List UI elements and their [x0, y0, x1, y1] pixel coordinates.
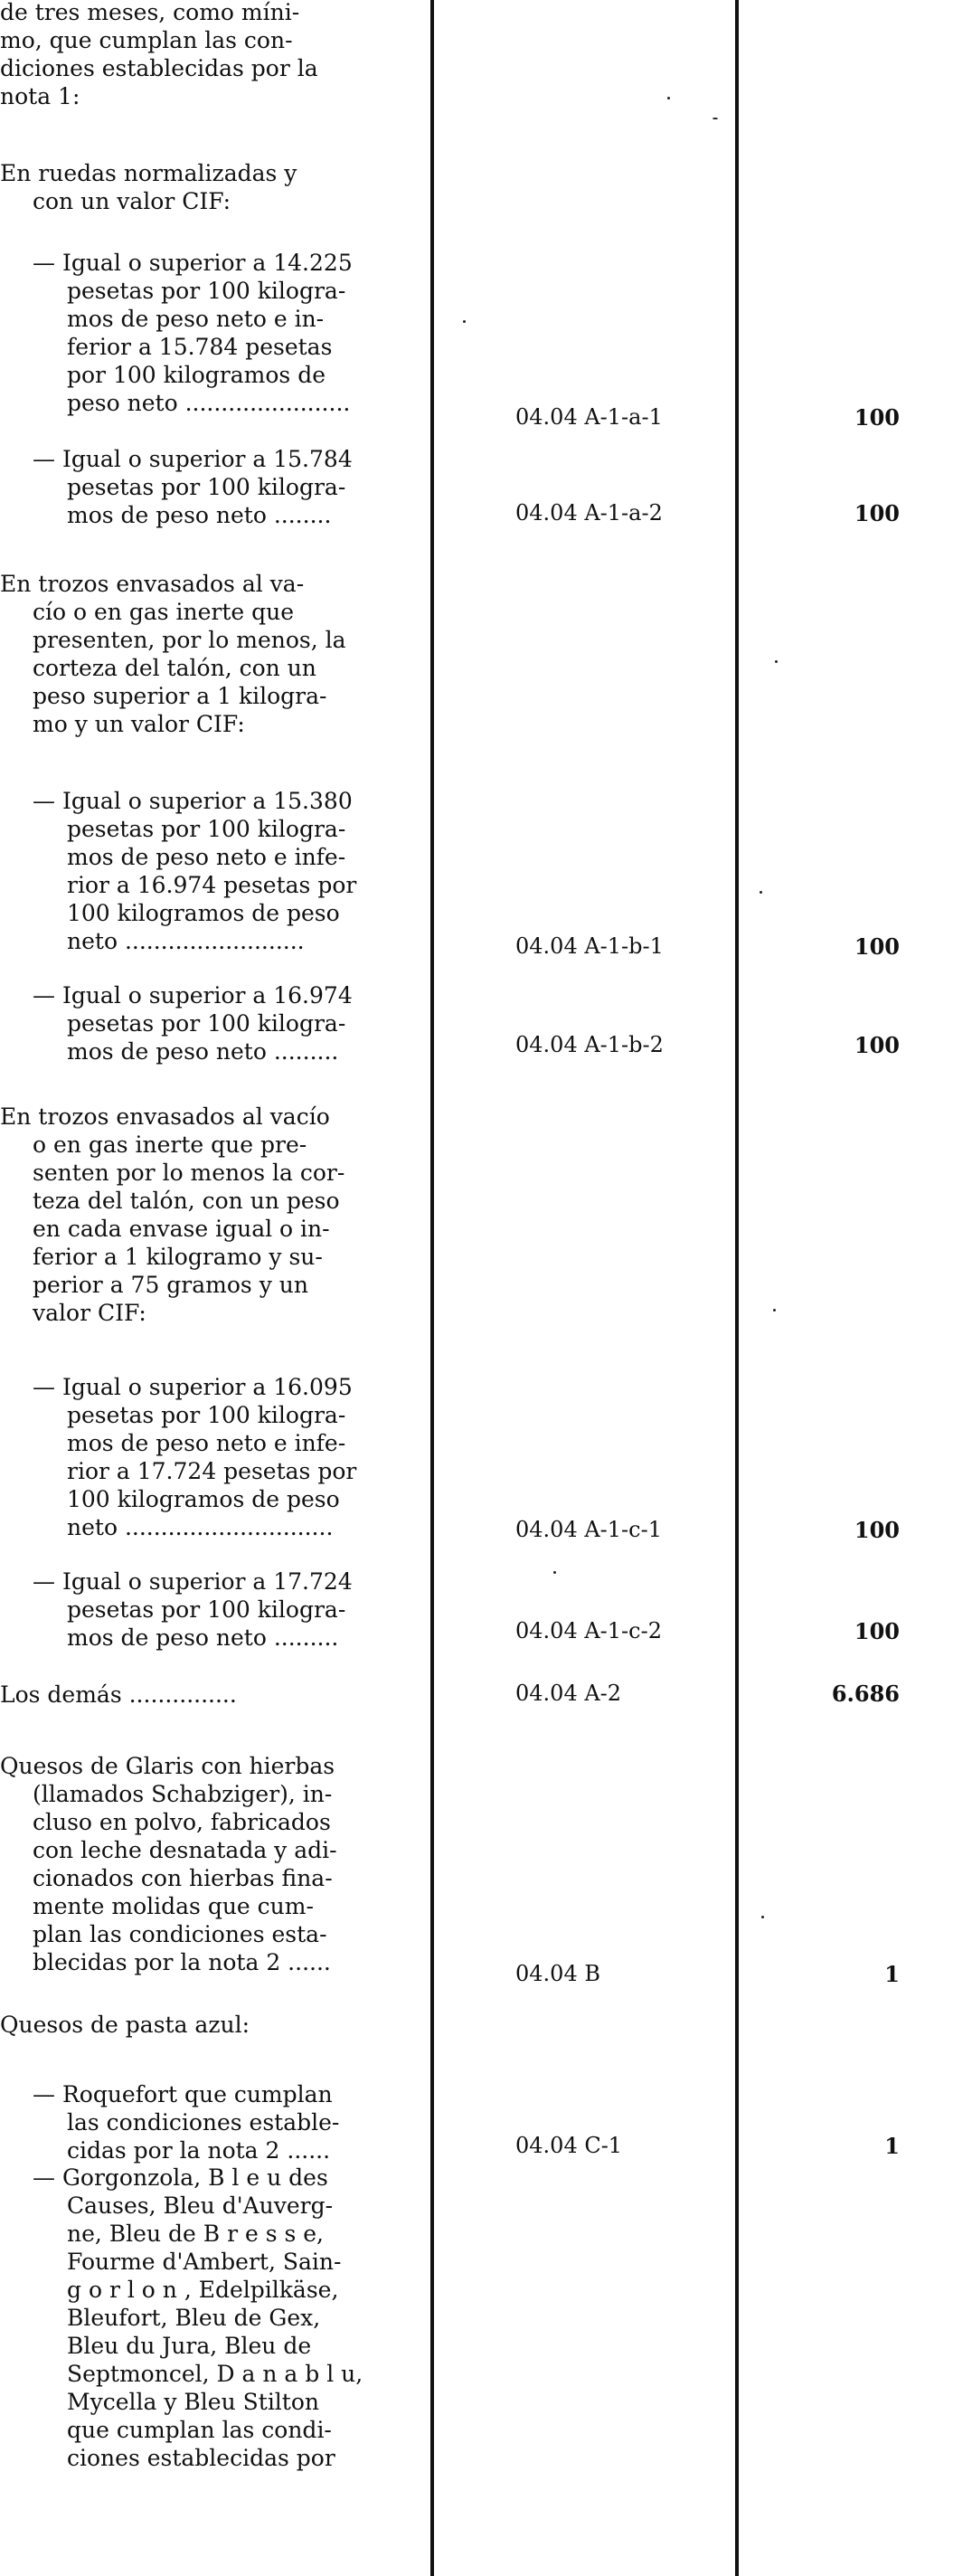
- print-speck: [775, 660, 778, 663]
- description-line: blecidas por la nota 2 ......: [33, 1949, 331, 1975]
- description-line: Quesos de pasta azul:: [0, 2012, 250, 2038]
- description-line: perior a 75 gramos y un: [33, 1272, 308, 1298]
- description-line: mos de peso neto .........: [67, 1624, 339, 1651]
- duty-rate: 100: [854, 404, 900, 431]
- description-line: — Igual o superior a 15.380: [33, 788, 353, 814]
- description-block: [0, 1681, 421, 1709]
- description-line: ferior a 1 kilogramo y su-: [33, 1244, 323, 1270]
- print-speck: [773, 1309, 776, 1312]
- description-line: ciones establecidas por: [67, 2445, 335, 2471]
- description-line: mo, que cumplan las con-: [0, 27, 293, 53]
- description-line: con leche desnatada y adi-: [33, 1837, 337, 1863]
- description-line: 100 kilogramos de peso: [67, 1486, 340, 1512]
- print-speck: [553, 1571, 556, 1574]
- description-line: mos de peso neto .........: [67, 1038, 339, 1065]
- description-line: rior a 16.974 pesetas por: [67, 872, 357, 898]
- description-line: diciones establecidas por la: [0, 55, 318, 81]
- description-line: pesetas por 100 kilogra-: [67, 1402, 346, 1428]
- description-block: [33, 2164, 421, 2472]
- description-block: [33, 445, 421, 529]
- description-line: pesetas por 100 kilogra-: [67, 816, 346, 842]
- description-line: En trozos envasados al vacío: [0, 1103, 330, 1130]
- description-line: — Igual o superior a 14.225: [33, 250, 353, 276]
- duty-rate: 100: [854, 1517, 900, 1543]
- tariff-code: 04.04 A-1-c-2: [515, 1618, 662, 1643]
- description-line: presenten, por lo menos, la: [33, 627, 346, 653]
- description-block: [33, 787, 421, 955]
- description-line: mos de peso neto ........: [67, 502, 332, 528]
- tariff-code: 04.04 A-1-a-2: [515, 500, 663, 526]
- description-line: nota 1:: [0, 83, 80, 109]
- description-block: [33, 2080, 421, 2164]
- description-line: Fourme d'Ambert, Sain-: [67, 2249, 342, 2275]
- description-block: [0, 159, 421, 215]
- description-line: neto .........................: [67, 928, 305, 954]
- description-block: [0, 1752, 421, 1976]
- print-speck: [463, 320, 466, 323]
- tariff-code: 04.04 A-1-b-1: [515, 933, 664, 959]
- description-line: senten por lo menos la cor-: [33, 1160, 345, 1186]
- tariff-code: 04.04 A-1-a-1: [515, 404, 663, 430]
- description-line: las condiciones estable-: [67, 2109, 340, 2136]
- description-line: o en gas inerte que pre-: [33, 1132, 307, 1158]
- description-block: [33, 1567, 421, 1652]
- description-line: de tres meses, como míni-: [0, 0, 300, 25]
- description-line: — Roquefort que cumplan: [33, 2081, 333, 2107]
- description-line: cidas por la nota 2 ......: [67, 2137, 331, 2164]
- description-block: [33, 1373, 421, 1541]
- description-block: [0, 1103, 421, 1327]
- duty-rate: 100: [854, 500, 900, 526]
- description-line: — Igual o superior a 15.784: [33, 446, 353, 472]
- duty-rate: 100: [854, 1032, 900, 1058]
- description-block: [33, 981, 421, 1065]
- description-line: (llamados Schabziger), in-: [33, 1781, 333, 1807]
- description-line: pesetas por 100 kilogra-: [67, 1010, 346, 1037]
- print-speck: [667, 97, 670, 99]
- description-line: Quesos de Glaris con hierbas: [0, 1753, 335, 1779]
- tariff-code: 04.04 A-1-b-2: [515, 1032, 664, 1057]
- description-block: [0, 570, 421, 738]
- description-line: Bleu du Jura, Bleu de: [67, 2333, 312, 2359]
- description-line: mos de peso neto e infe-: [67, 844, 346, 870]
- description-line: cío o en gas inerte que: [33, 599, 295, 625]
- description-line: neto .............................: [67, 1514, 334, 1540]
- description-line: ferior a 15.784 pesetas: [67, 334, 333, 360]
- description-line: — Igual o superior a 16.095: [33, 1374, 353, 1400]
- description-line: peso neto .......................: [67, 390, 351, 416]
- tariff-code: 04.04 C-1: [515, 2133, 623, 2158]
- tariff-code: 04.04 A-1-c-1: [515, 1517, 662, 1542]
- description-line: Causes, Bleu d'Auverg-: [67, 2192, 334, 2219]
- column-rule-left: [430, 0, 434, 2576]
- description-line: corteza del talón, con un: [33, 655, 316, 681]
- description-line: teza del talón, con un peso: [33, 1188, 340, 1214]
- description-line: Los demás ...............: [0, 1681, 237, 1708]
- description-line: cionados con hierbas fina-: [33, 1865, 333, 1891]
- column-rule-right: [735, 0, 739, 2576]
- description-line: por 100 kilogramos de: [67, 362, 326, 388]
- description-line: ne, Bleu de B r e s s e,: [67, 2221, 324, 2247]
- description-line: Septmoncel, D a n a b l u,: [67, 2361, 363, 2387]
- description-line: Bleufort, Bleu de Gex,: [67, 2305, 321, 2331]
- duty-rate: 100: [854, 1618, 900, 1644]
- description-line: plan las condiciones esta-: [33, 1921, 327, 1947]
- description-block: [0, 2011, 421, 2039]
- description-line: con un valor CIF:: [33, 188, 231, 214]
- description-line: Mycella y Bleu Stilton: [67, 2389, 320, 2415]
- description-line: — Igual o superior a 17.724: [33, 1568, 353, 1595]
- description-line: mo y un valor CIF:: [33, 711, 245, 737]
- print-speck: [712, 118, 718, 119]
- description-line: pesetas por 100 kilogra-: [67, 474, 346, 500]
- description-line: — Gorgonzola, B l e u des: [33, 2164, 328, 2191]
- description-line: peso superior a 1 kilogra-: [33, 683, 327, 709]
- description-line: en cada envase igual o in-: [33, 1216, 330, 1242]
- description-line: — Igual o superior a 16.974: [33, 982, 353, 1009]
- description-line: valor CIF:: [33, 1300, 146, 1326]
- description-line: g o r l o n , Edelpilkäse,: [67, 2277, 339, 2303]
- description-line: pesetas por 100 kilogra-: [67, 1596, 346, 1623]
- duty-rate: 1: [884, 1961, 900, 1987]
- description-block: [33, 249, 421, 417]
- duty-rate: 100: [854, 933, 900, 960]
- description-line: En trozos envasados al va-: [0, 571, 305, 597]
- description-line: cluso en polvo, fabricados: [33, 1809, 331, 1835]
- duty-rate: 6.686: [831, 1681, 900, 1707]
- description-line: En ruedas normalizadas y: [0, 160, 297, 186]
- description-line: pesetas por 100 kilogra-: [67, 278, 346, 304]
- tariff-code: 04.04 B: [515, 1961, 600, 1986]
- description-line: mos de peso neto e in-: [67, 306, 325, 332]
- description-block: [0, 0, 421, 110]
- description-line: mos de peso neto e infe-: [67, 1430, 346, 1456]
- description-line: rior a 17.724 pesetas por: [67, 1458, 357, 1484]
- duty-rate: 1: [884, 2133, 900, 2159]
- description-line: que cumplan las condi-: [67, 2417, 332, 2443]
- description-line: mente molidas que cum-: [33, 1893, 314, 1919]
- tariff-code: 04.04 A-2: [515, 1681, 622, 1706]
- print-speck: [760, 891, 762, 894]
- print-speck: [761, 1916, 764, 1918]
- description-line: 100 kilogramos de peso: [67, 900, 340, 926]
